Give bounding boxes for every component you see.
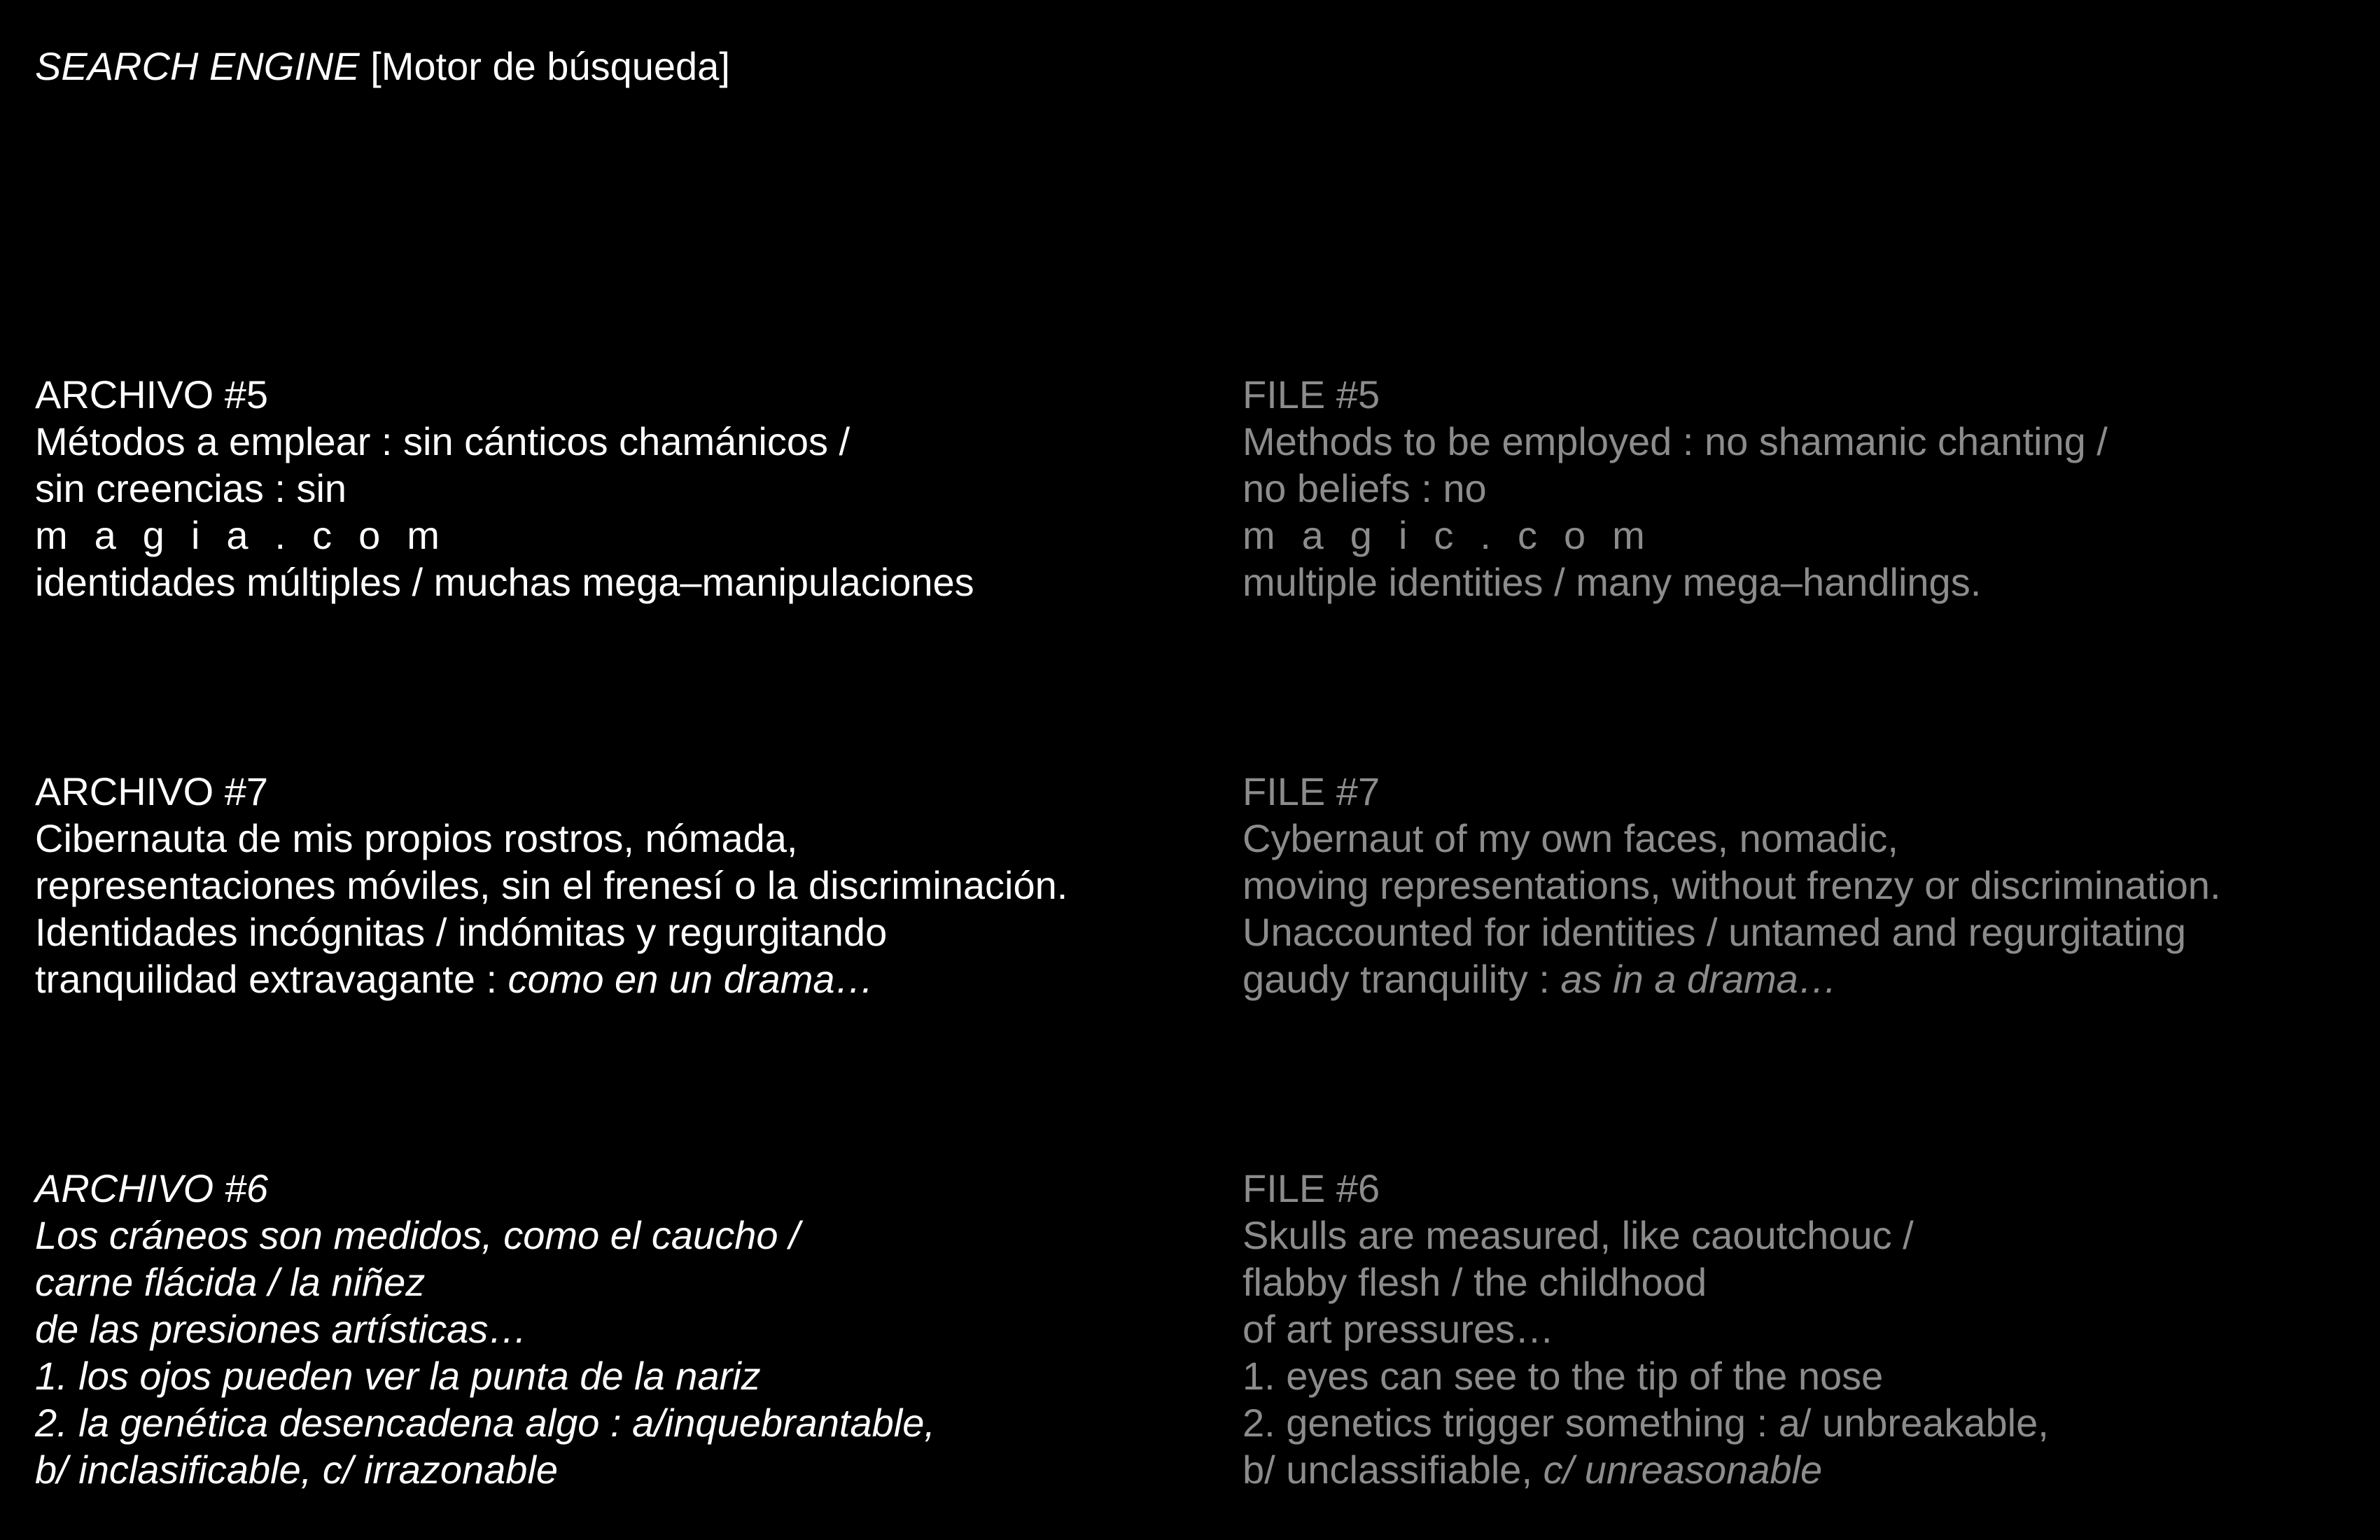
file-6-line-2: flabby flesh / the childhood — [1242, 1260, 1707, 1304]
archivo-7-heading: ARCHIVO #7 — [35, 769, 268, 813]
archivo-6-line-3: de las presiones artísticas… — [35, 1307, 528, 1351]
archivo-6-line-4: 1. los ojos pueden ver la punta de la nariz — [35, 1354, 761, 1398]
archivo-7-line-2: representaciones móviles, sin el frenesí o la discriminación. — [35, 863, 1068, 907]
archivo-6-line-1: Los cráneos son medidos, como el caucho / — [35, 1213, 800, 1257]
file-5-heading: FILE #5 — [1242, 372, 1380, 416]
file-5-line-4: multiple identities / many mega–handlings. — [1242, 560, 1982, 604]
archivo-6-line-6: b/ inclasificable, c/ irrazonable — [35, 1448, 559, 1492]
file-7-heading: FILE #7 — [1242, 769, 1380, 813]
file-6-line-3: of art pressures… — [1242, 1307, 1555, 1351]
page-title-italic: SEARCH ENGINE — [35, 44, 360, 88]
file-7-en — [1242, 768, 2221, 1002]
file-6-line-1: Skulls are measured, like caoutchouc / — [1242, 1213, 1914, 1257]
file-6-line-4: 1. eyes can see to the tip of the nose — [1242, 1354, 1884, 1398]
file-6-line-6 — [1242, 1446, 2049, 1493]
archivo-6-heading: ARCHIVO #6 — [35, 1166, 268, 1210]
file-5-line-2: no beliefs : no — [1242, 466, 1487, 510]
archivo-5-line-4: identidades múltiples / muchas mega–manipulaciones — [35, 560, 974, 604]
archivo-6-line-5: 2. la genética desencadena algo : a/inquebrantable, — [35, 1401, 935, 1445]
file-6-en — [1242, 1165, 2049, 1493]
file-7-line-2: moving representations, without frenzy or discrimination. — [1242, 863, 2221, 907]
file-5-en — [1242, 371, 2108, 606]
archivo-6-line-2: carne flácida / la niñez — [35, 1260, 426, 1304]
file-5-line-3: magic.com — [1242, 513, 1672, 557]
file-5-line-1: Methods to be employed : no shamanic chanting / — [1242, 419, 2108, 463]
archivo-5-line-1: Métodos a emplear : sin cánticos chamánicos / — [35, 419, 850, 463]
page-title — [35, 43, 730, 90]
archivo-7-line-3: Identidades incógnitas / indómitas y regurgitando — [35, 910, 888, 954]
archivo-7-line-4-plain: tranquilidad extravagante : — [35, 957, 508, 1001]
file-6-line-6-plain: b/ unclassifiable, — [1242, 1448, 1544, 1492]
file-6-line-6-italic: c/ unreasonable — [1543, 1448, 1823, 1492]
file-7-line-4-plain: gaudy tranquility : — [1242, 957, 1561, 1001]
archivo-5-heading: ARCHIVO #5 — [35, 372, 268, 416]
archivo-6-es — [35, 1165, 935, 1493]
archivo-7-es — [35, 768, 1068, 1002]
page-title-rest: [Motor de búsqueda] — [359, 44, 730, 88]
file-7-line-4-italic: as in a drama… — [1560, 957, 1837, 1001]
archivo-5-line-3: magia.com — [35, 513, 466, 557]
file-7-line-4 — [1242, 955, 2221, 1002]
file-6-heading: FILE #6 — [1242, 1166, 1380, 1210]
archivo-7-line-1: Cibernauta de mis propios rostros, nómada, — [35, 816, 798, 860]
archivo-7-line-4 — [35, 955, 1068, 1002]
file-7-line-3: Unaccounted for identities / untamed and regurgitating — [1242, 910, 2186, 954]
file-6-line-5: 2. genetics trigger something : a/ unbreakable, — [1242, 1401, 2049, 1445]
archivo-5-line-2: sin creencias : sin — [35, 466, 347, 510]
file-7-line-1: Cybernaut of my own faces, nomadic, — [1242, 816, 1898, 860]
archivo-5-es — [35, 371, 974, 606]
archivo-7-line-4-italic: como en un drama… — [507, 957, 874, 1001]
